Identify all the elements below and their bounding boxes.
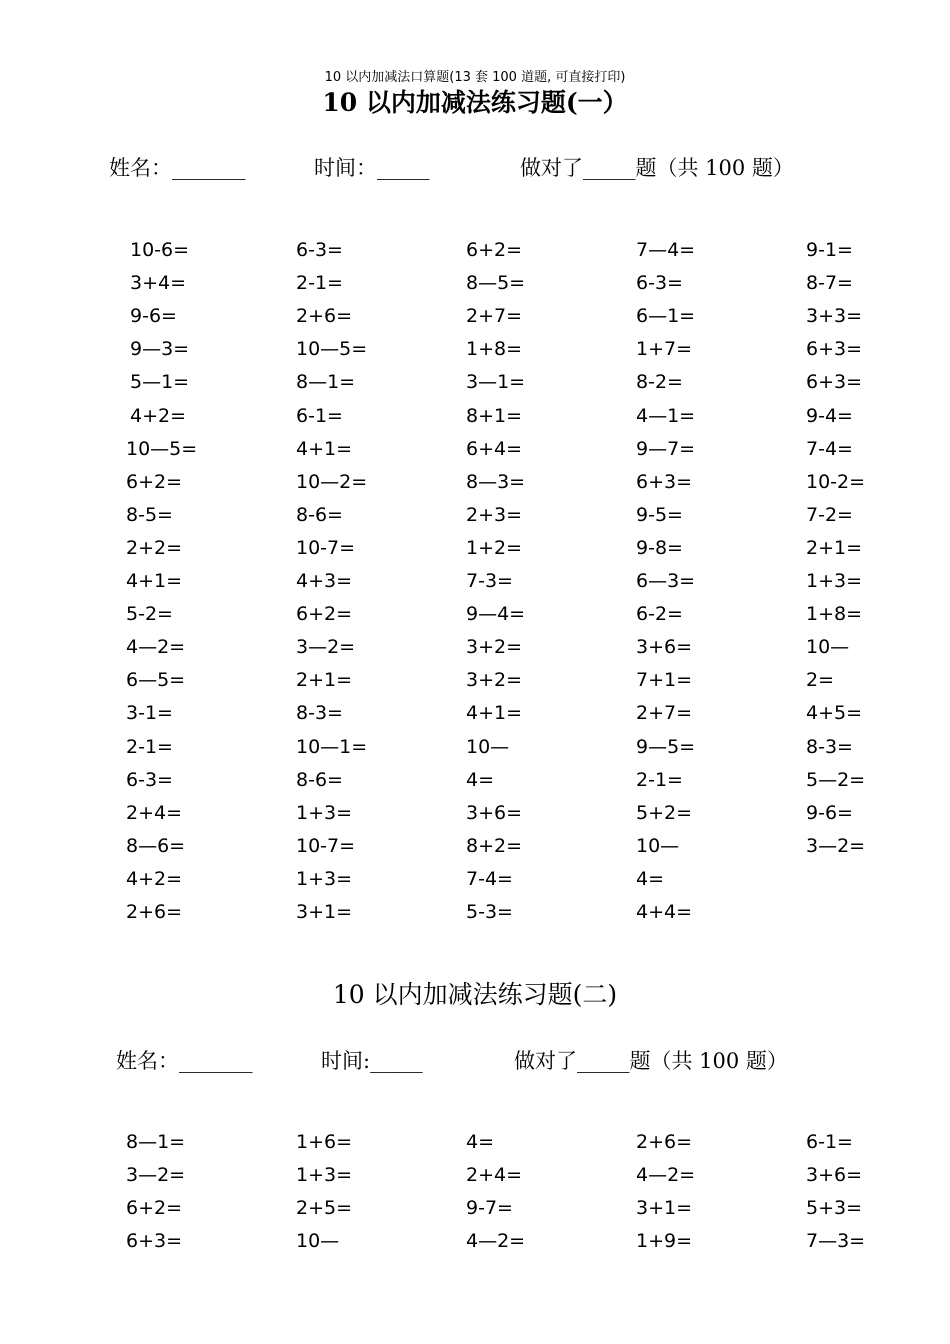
- problem-item: 7—3=: [806, 1230, 866, 1252]
- problem-item: 9-8=: [636, 537, 683, 559]
- problem-item: 9-4=: [806, 405, 853, 427]
- problem-item: 9-7=: [466, 1197, 513, 1219]
- problem-item: 8—1=: [296, 371, 356, 393]
- section-1-title: 10 以内加减法练习题(一）: [322, 88, 628, 117]
- problem-item: 9—4=: [466, 603, 526, 625]
- problem-item: 2-1=: [126, 736, 173, 758]
- problem-item: 7-3=: [466, 570, 513, 592]
- problem-item: 2+7=: [466, 305, 523, 327]
- problem-item: 8—3=: [466, 471, 526, 493]
- problem-item: 10-7=: [296, 537, 356, 559]
- problem-item: 1+3=: [296, 868, 353, 890]
- problem-item: 7-4=: [466, 868, 513, 890]
- problem-item: 1+3=: [806, 570, 863, 592]
- problem-item: 5—2=: [806, 769, 866, 791]
- document-header: 10 以内加减法口算题(13 套 100 道题, 可直接打印): [324, 70, 626, 85]
- problem-item: 2+6=: [636, 1131, 693, 1153]
- problem-item: 10—5=: [126, 438, 198, 460]
- problem-item: 1+8=: [466, 338, 523, 360]
- problem-item: 8-2=: [636, 371, 683, 393]
- problem-item: 9-6=: [130, 305, 177, 327]
- problem-item: 1+3=: [296, 1164, 353, 1186]
- problem-item: 6+2=: [296, 603, 353, 625]
- problem-item: 4=: [636, 868, 665, 890]
- problem-item: 6—3=: [636, 570, 696, 592]
- problem-item: 2+4=: [466, 1164, 523, 1186]
- problem-item: 3+6=: [466, 802, 523, 824]
- problem-item: 6+3=: [126, 1230, 183, 1252]
- problem-item: 3+6=: [806, 1164, 863, 1186]
- problem-item: 7+1=: [636, 669, 693, 691]
- problem-item: 10—: [806, 636, 850, 658]
- section-2-name-field: 姓名：_______: [116, 1049, 253, 1073]
- problem-item: 10—1=: [296, 736, 368, 758]
- problem-item: 6+2=: [466, 239, 523, 261]
- problem-item: 2-1=: [296, 272, 343, 294]
- problem-item: 2+4=: [126, 802, 183, 824]
- problem-item: 4+4=: [636, 901, 693, 923]
- problem-item: 3+2=: [466, 669, 523, 691]
- problem-item: 2+1=: [806, 537, 863, 559]
- problem-item: 5-3=: [466, 901, 513, 923]
- problem-item: 5—1=: [130, 371, 190, 393]
- problem-item: 1+3=: [296, 802, 353, 824]
- problem-item: 4+1=: [126, 570, 183, 592]
- problem-item: 4=: [466, 1131, 495, 1153]
- problem-item: 9—3=: [130, 338, 190, 360]
- problem-item: 7-4=: [806, 438, 853, 460]
- problem-item: 8-3=: [296, 702, 343, 724]
- problem-item: 6-1=: [296, 405, 343, 427]
- problem-item: 3—1=: [466, 371, 526, 393]
- problem-item: 10—: [636, 835, 680, 857]
- problem-item: 3+4=: [130, 272, 187, 294]
- problem-item: 6—5=: [126, 669, 186, 691]
- problem-item: 2+5=: [296, 1197, 353, 1219]
- problem-item: 6-3=: [296, 239, 343, 261]
- problem-item: 2+6=: [296, 305, 353, 327]
- problem-item: 9-5=: [636, 504, 683, 526]
- problem-item: 1+9=: [636, 1230, 693, 1252]
- problem-item: 4—2=: [636, 1164, 696, 1186]
- problem-item: 8-7=: [806, 272, 853, 294]
- problem-item: 10—: [296, 1230, 340, 1252]
- problem-item: 6-3=: [126, 769, 173, 791]
- problem-item: 1+6=: [296, 1131, 353, 1153]
- problem-item: 2=: [806, 669, 835, 691]
- problem-item: 9—5=: [636, 736, 696, 758]
- problem-item: 7-2=: [806, 504, 853, 526]
- problem-item: 7—4=: [636, 239, 696, 261]
- problem-item: 8—5=: [466, 272, 526, 294]
- problem-item: 3—2=: [296, 636, 356, 658]
- problem-item: 4+2=: [126, 868, 183, 890]
- problem-item: 2+2=: [126, 537, 183, 559]
- problem-item: 6+4=: [466, 438, 523, 460]
- problem-item: 4—2=: [466, 1230, 526, 1252]
- problem-item: 2+7=: [636, 702, 693, 724]
- section-1-time-field: 时间：_____: [314, 156, 430, 180]
- problem-item: 10—: [466, 736, 510, 758]
- problem-item: 6+2=: [126, 1197, 183, 1219]
- problem-item: 2+6=: [126, 901, 183, 923]
- problem-item: 6-3=: [636, 272, 683, 294]
- problem-item: 10-7=: [296, 835, 356, 857]
- section-1-name-field: 姓名：_______: [109, 156, 246, 180]
- problem-item: 5-2=: [126, 603, 173, 625]
- problem-item: 8-6=: [296, 504, 343, 526]
- problem-item: 1+7=: [636, 338, 693, 360]
- problem-item: 6-1=: [806, 1131, 853, 1153]
- section-2-score-field: 做对了_____题（共 100 题）: [514, 1049, 788, 1073]
- problem-item: 8-5=: [126, 504, 173, 526]
- problem-item: 5+3=: [806, 1197, 863, 1219]
- problem-item: 8+1=: [466, 405, 523, 427]
- problem-item: 1+2=: [466, 537, 523, 559]
- problem-item: 6+2=: [126, 471, 183, 493]
- problem-item: 8+2=: [466, 835, 523, 857]
- problem-item: 3+1=: [636, 1197, 693, 1219]
- problem-item: 6-2=: [636, 603, 683, 625]
- problem-item: 1+8=: [806, 603, 863, 625]
- problem-item: 5+2=: [636, 802, 693, 824]
- problem-item: 10—2=: [296, 471, 368, 493]
- problem-item: 3+2=: [466, 636, 523, 658]
- problem-item: 3—2=: [126, 1164, 186, 1186]
- section-2-title: 10 以内加减法练习题(二): [332, 980, 618, 1009]
- problem-item: 8-6=: [296, 769, 343, 791]
- problem-item: 10-6=: [130, 239, 190, 261]
- problem-item: 6+3=: [806, 371, 863, 393]
- problem-item: 8-3=: [806, 736, 853, 758]
- problem-item: 2-1=: [636, 769, 683, 791]
- problem-item: 3+3=: [806, 305, 863, 327]
- problem-item: 4+1=: [466, 702, 523, 724]
- problem-item: 9-6=: [806, 802, 853, 824]
- problem-item: 8—1=: [126, 1131, 186, 1153]
- problem-item: 4—2=: [126, 636, 186, 658]
- problem-item: 4+3=: [296, 570, 353, 592]
- problem-item: 3+1=: [296, 901, 353, 923]
- problem-item: 10-2=: [806, 471, 866, 493]
- section-1-score-field: 做对了_____题（共 100 题）: [520, 156, 794, 180]
- problem-item: 2+1=: [296, 669, 353, 691]
- problem-item: 6+3=: [636, 471, 693, 493]
- problem-item: 9-1=: [806, 239, 853, 261]
- problem-item: 6—1=: [636, 305, 696, 327]
- problem-item: 4—1=: [636, 405, 696, 427]
- problem-item: 3—2=: [806, 835, 866, 857]
- problem-item: 4=: [466, 769, 495, 791]
- problem-item: 4+5=: [806, 702, 863, 724]
- section-2-time-field: 时间:_____: [321, 1049, 423, 1073]
- problem-item: 3+6=: [636, 636, 693, 658]
- problem-item: 2+3=: [466, 504, 523, 526]
- problem-item: 3-1=: [126, 702, 173, 724]
- problem-item: 8—6=: [126, 835, 186, 857]
- problem-item: 4+1=: [296, 438, 353, 460]
- problem-item: 4+2=: [130, 405, 187, 427]
- problem-item: 6+3=: [806, 338, 863, 360]
- problem-item: 9—7=: [636, 438, 696, 460]
- problem-item: 10—5=: [296, 338, 368, 360]
